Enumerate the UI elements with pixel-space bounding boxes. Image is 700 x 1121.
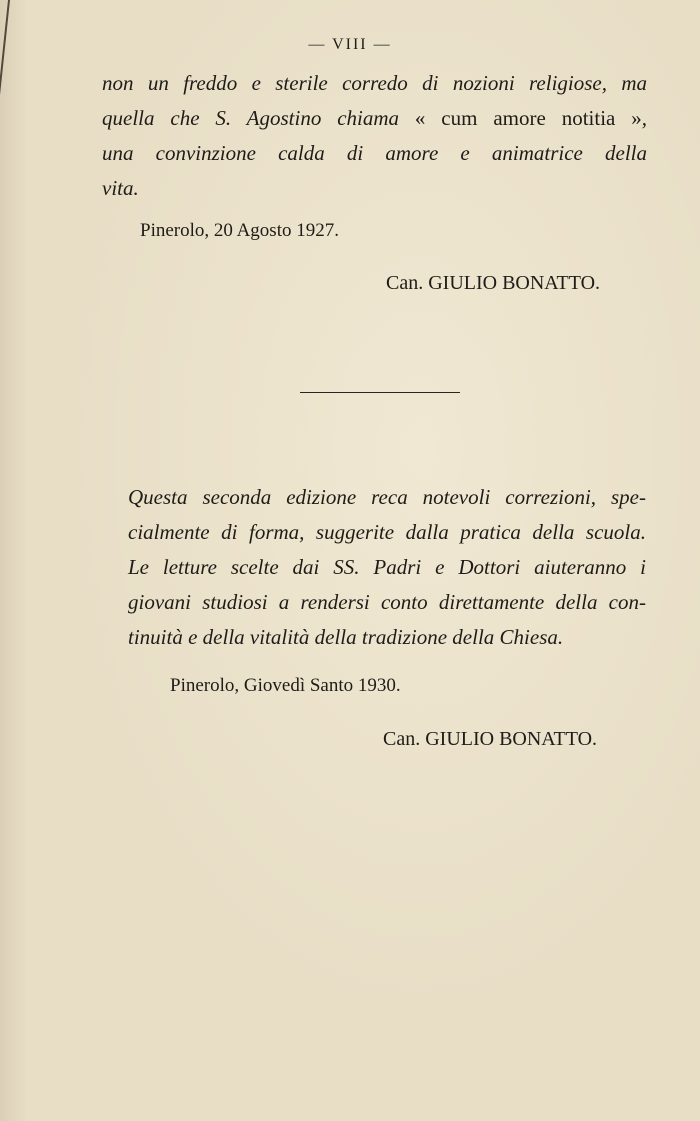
signature-1: Can. GIULIO BONATTO. (386, 272, 601, 294)
latin-quote: « cum amore notitia » (414, 106, 642, 130)
dateline-1927: Pinerolo, 20 Agosto 1927. (140, 220, 339, 241)
paragraph-2-line-5: tinuità e della vitalità della tradizione della Chiesa. (128, 625, 564, 649)
preface-paragraph-1 (102, 66, 647, 206)
paragraph-1-line-1: non un freddo e sterile corredo di nozioni religiose, ma (102, 71, 647, 95)
page-number: — VIII — (308, 36, 392, 53)
preface-paragraph-2 (128, 480, 646, 655)
page-edge-line (0, 0, 10, 120)
paragraph-2-line-1: Questa seconda edizione reca notevoli correzioni, spe- (128, 485, 646, 509)
paragraph-2-line-4: giovani studiosi a rendersi conto direttamente della con- (128, 590, 646, 614)
paragraph-2-line-3: Le letture scelte dai SS. Padri e Dottori aiuteranno i (128, 555, 646, 579)
section-divider (300, 392, 460, 393)
paragraph-2-line-2: cialmente di forma, suggerite dalla pratica della scuola. (128, 520, 646, 544)
paragraph-1-line-2: quella che S. Agostino chiama « cum amore notitia », (102, 106, 647, 130)
paragraph-1-line-4: vita. (102, 176, 139, 200)
dateline-1930: Pinerolo, Giovedì Santo 1930. (170, 675, 401, 696)
paragraph-1-line-3: una convinzione calda di amore e animatrice della (102, 141, 647, 165)
signature-2: Can. GIULIO BONATTO. (383, 728, 598, 750)
